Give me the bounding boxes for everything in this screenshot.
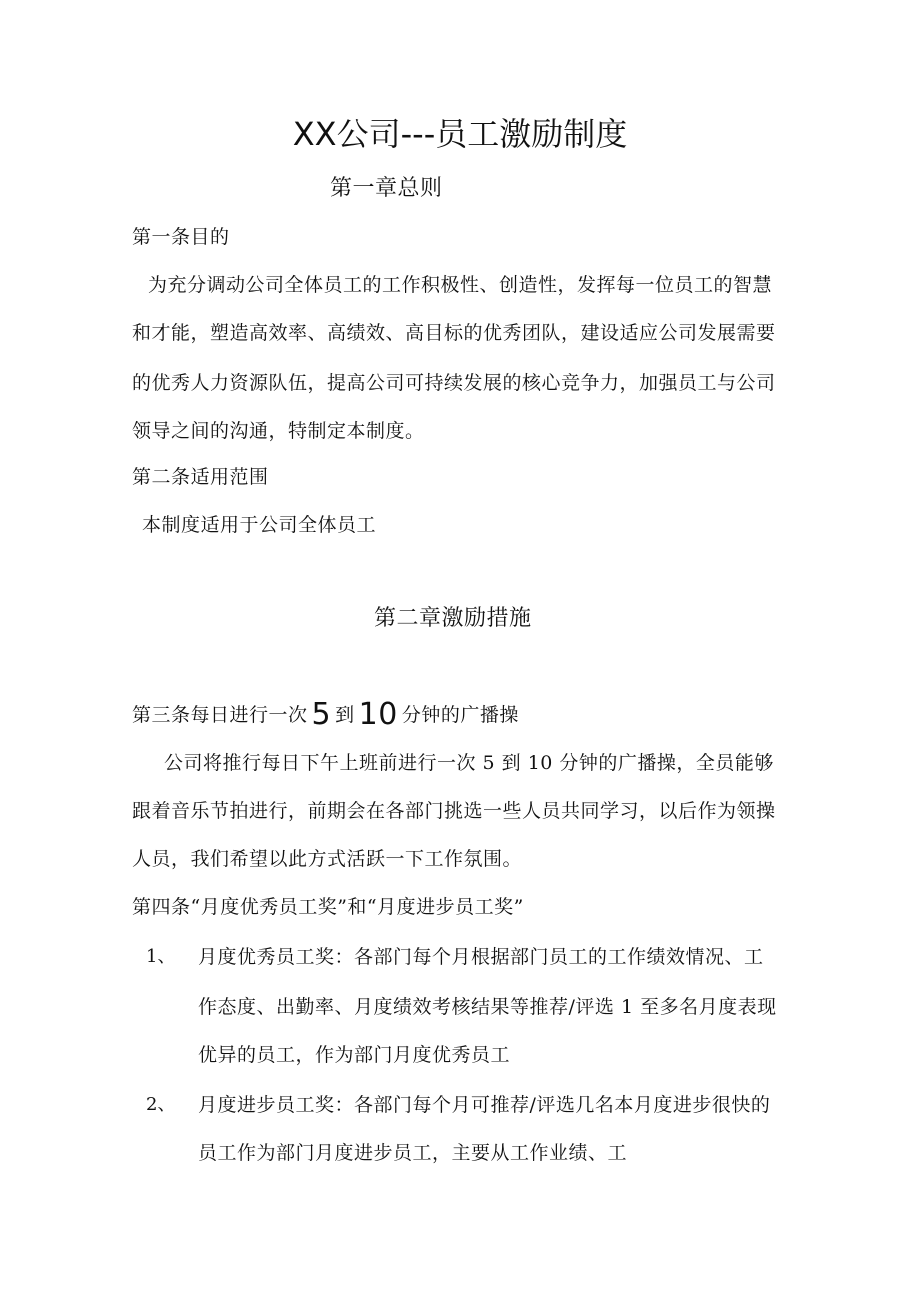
list-item-line: 员工作为部门月度进步员工，主要从工作业绩、工 [198, 1142, 628, 1164]
article-3-heading-suffix: 分钟的广播操 [401, 704, 519, 726]
list-item-line: 月度优秀员工奖：各部门每个月根据部门员工的工作绩效情况、工 [198, 946, 764, 968]
list-item-line: 月度进步员工奖：各部门每个月可推荐/评选几名本月度进步很快的 [198, 1094, 771, 1116]
list-item-line: 优异的员工，作为部门月度优秀员工 [198, 1044, 511, 1066]
article-3-heading-num1: 5 [311, 697, 332, 732]
list-item-number: 1、 [146, 946, 176, 967]
list-item-line: 作态度、出勤率、月度绩效考核结果等推荐/评选 1 至多名月度表现 [198, 996, 777, 1018]
chapter-2-heading: 第二章激励措施 [374, 606, 532, 631]
article-1-line: 的优秀人力资源队伍，提高公司可持续发展的核心竞争力，加强员工与公司 [132, 372, 776, 394]
article-3-line: 人员，我们希望以此方式活跃一下工作氛围。 [132, 848, 523, 870]
document-title: XX公司---员工激励制度 [292, 115, 628, 153]
chapter-1-heading: 第一章总则 [330, 176, 443, 201]
article-3-heading-num2: 10 [358, 697, 398, 732]
list-item-number: 2、 [146, 1094, 176, 1115]
article-3-heading-prefix: 第三条每日进行一次 [132, 704, 308, 726]
article-1-line: 为充分调动公司全体员工的工作积极性、创造性，发挥每一位员工的智慧 [148, 274, 773, 296]
article-2-text: 本制度适用于公司全体员工 [142, 514, 377, 536]
article-4-heading: 第四条“月度优秀员工奖”和“月度进步员工奖” [132, 896, 524, 918]
article-3-line: 跟着音乐节拍进行，前期会在各部门挑选一些人员共同学习，以后作为领操 [132, 800, 776, 822]
article-3-heading [132, 697, 519, 732]
article-1-line: 领导之间的沟通，特制定本制度。 [132, 420, 425, 442]
article-1-line: 和才能，塑造高效率、高绩效、高目标的优秀团队，建设适应公司发展需要 [132, 322, 776, 344]
article-3-heading-mid: 到 [335, 704, 355, 726]
article-3-line: 公司将推行每日下午上班前进行一次 5 到 10 分钟的广播操，全员能够 [164, 752, 774, 774]
article-2-heading: 第二条适用范围 [132, 466, 269, 488]
article-1-heading: 第一条目的 [132, 226, 230, 248]
